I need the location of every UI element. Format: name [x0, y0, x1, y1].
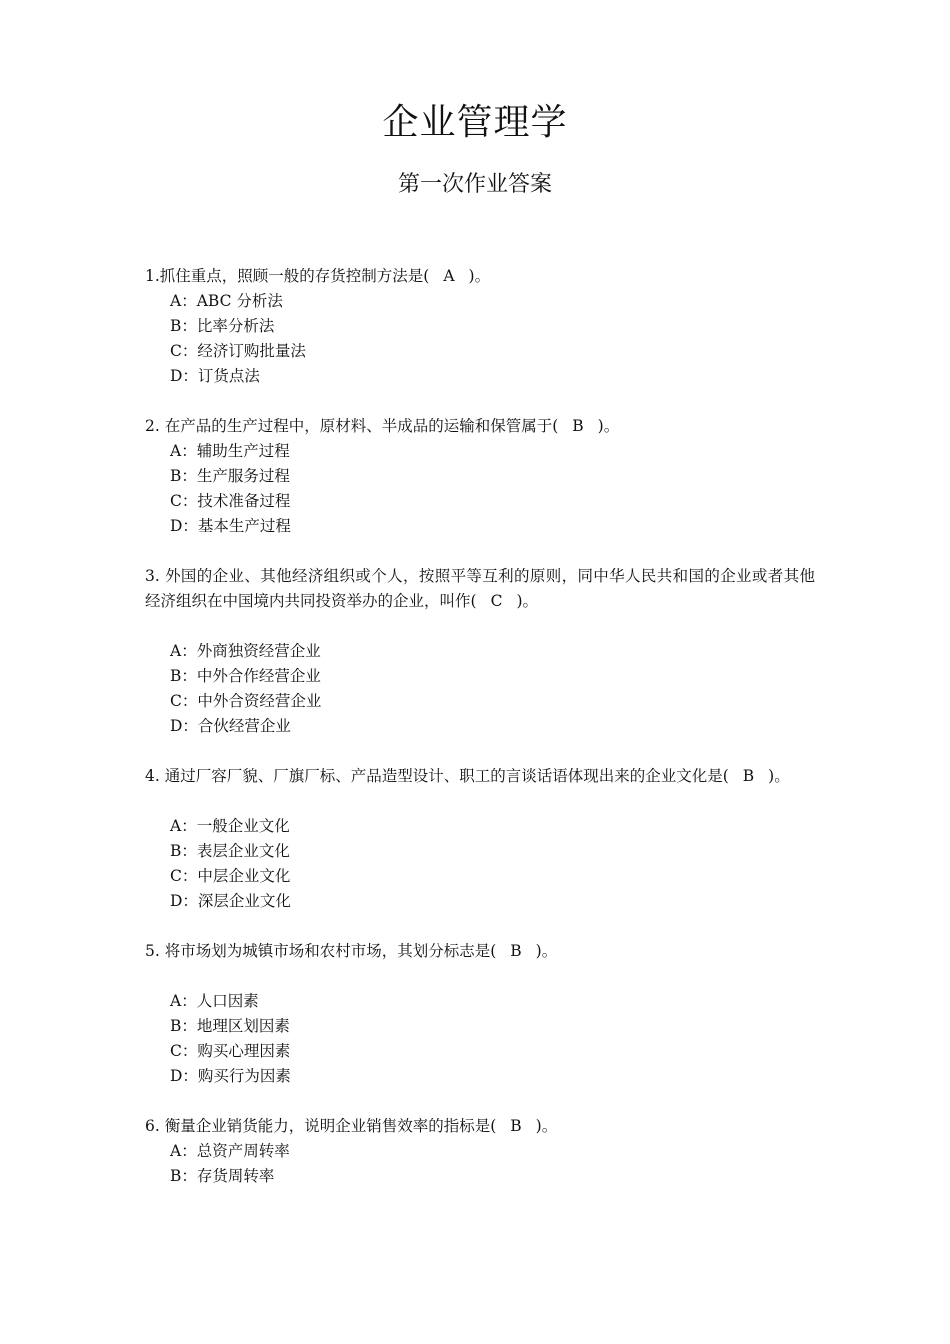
option-b: B：比率分析法 — [170, 317, 275, 335]
question-stem — [145, 564, 815, 614]
question-2 — [145, 414, 815, 539]
option-list — [145, 989, 815, 1089]
question-text-end: )。 — [535, 942, 558, 960]
option-c: C：中外合资经营企业 — [170, 692, 322, 710]
question-text: 5. 将市场划为城镇市场和农村市场，其划分标志是( — [145, 942, 497, 960]
option-c: C：中层企业文化 — [170, 867, 291, 885]
answer-value: B — [510, 942, 522, 960]
answer-value: B — [510, 1117, 522, 1135]
option-b: B：地理区划因素 — [170, 1017, 290, 1035]
option-a: A：外商独资经营企业 — [170, 642, 321, 660]
option-d: D：合伙经营企业 — [170, 717, 291, 735]
question-stem — [145, 264, 815, 289]
option-list — [145, 1139, 815, 1189]
option-d: D：基本生产过程 — [170, 517, 291, 535]
option-a: A：一般企业文化 — [170, 817, 290, 835]
question-text-end: )。 — [535, 1117, 558, 1135]
question-text: 2. 在产品的生产过程中，原材料、半成品的运输和保管属于( — [145, 417, 559, 435]
answer-value: B — [572, 417, 584, 435]
answer-value: B — [742, 767, 755, 785]
document-title: 企业管理学 — [382, 102, 568, 143]
question-text-end: )。 — [468, 267, 491, 285]
option-list — [145, 439, 815, 539]
option-a: A：ABC 分析法 — [170, 292, 283, 310]
option-b: B：表层企业文化 — [170, 842, 290, 860]
answer-value: A — [443, 267, 455, 285]
option-list — [145, 639, 815, 739]
question-stem — [145, 1114, 815, 1139]
question-text: 4. 通过厂容厂貌、厂旗厂标、产品造型设计、职工的言谈话语体现出来的企业文化是( — [145, 767, 729, 785]
option-c: C：技术准备过程 — [170, 492, 291, 510]
option-b: B：生产服务过程 — [170, 467, 290, 485]
question-list — [145, 264, 815, 1214]
question-text-end: )。 — [516, 592, 538, 610]
question-stem — [145, 414, 815, 439]
option-b: B：存货周转率 — [170, 1167, 275, 1185]
question-1 — [145, 264, 815, 389]
question-text: 6. 衡量企业销货能力，说明企业销售效率的指标是( — [145, 1117, 497, 1135]
question-5 — [145, 939, 815, 1089]
option-d: D：购买行为因素 — [170, 1067, 291, 1085]
option-b: B：中外合作经营企业 — [170, 667, 321, 685]
option-d: D：深层企业文化 — [170, 892, 291, 910]
question-4 — [145, 764, 815, 914]
question-text: 1.抓住重点，照顾一般的存货控制方法是( — [145, 267, 430, 285]
question-stem — [145, 764, 815, 789]
option-d: D：订货点法 — [170, 367, 260, 385]
option-a: A：总资产周转率 — [170, 1142, 290, 1160]
question-3 — [145, 564, 815, 739]
option-c: C：经济订购批量法 — [170, 342, 306, 360]
option-a: A：人口因素 — [170, 992, 259, 1010]
question-stem — [145, 939, 815, 964]
option-c: C：购买心理因素 — [170, 1042, 291, 1060]
question-text-end: )。 — [597, 417, 620, 435]
option-list — [145, 289, 815, 389]
option-a: A：辅助生产过程 — [170, 442, 290, 460]
option-list — [145, 814, 815, 914]
document-subtitle: 第一次作业答案 — [397, 172, 552, 197]
question-text: 3. 外国的企业、其他经济组织或个人，按照平等互利的原则，同中华人民共和国的企业或者其他经济组织在中国境内共同投资举办的企业，叫作( — [145, 567, 815, 610]
question-text-end: )。 — [768, 767, 790, 785]
question-6 — [145, 1114, 815, 1189]
answer-value: C — [490, 592, 503, 610]
